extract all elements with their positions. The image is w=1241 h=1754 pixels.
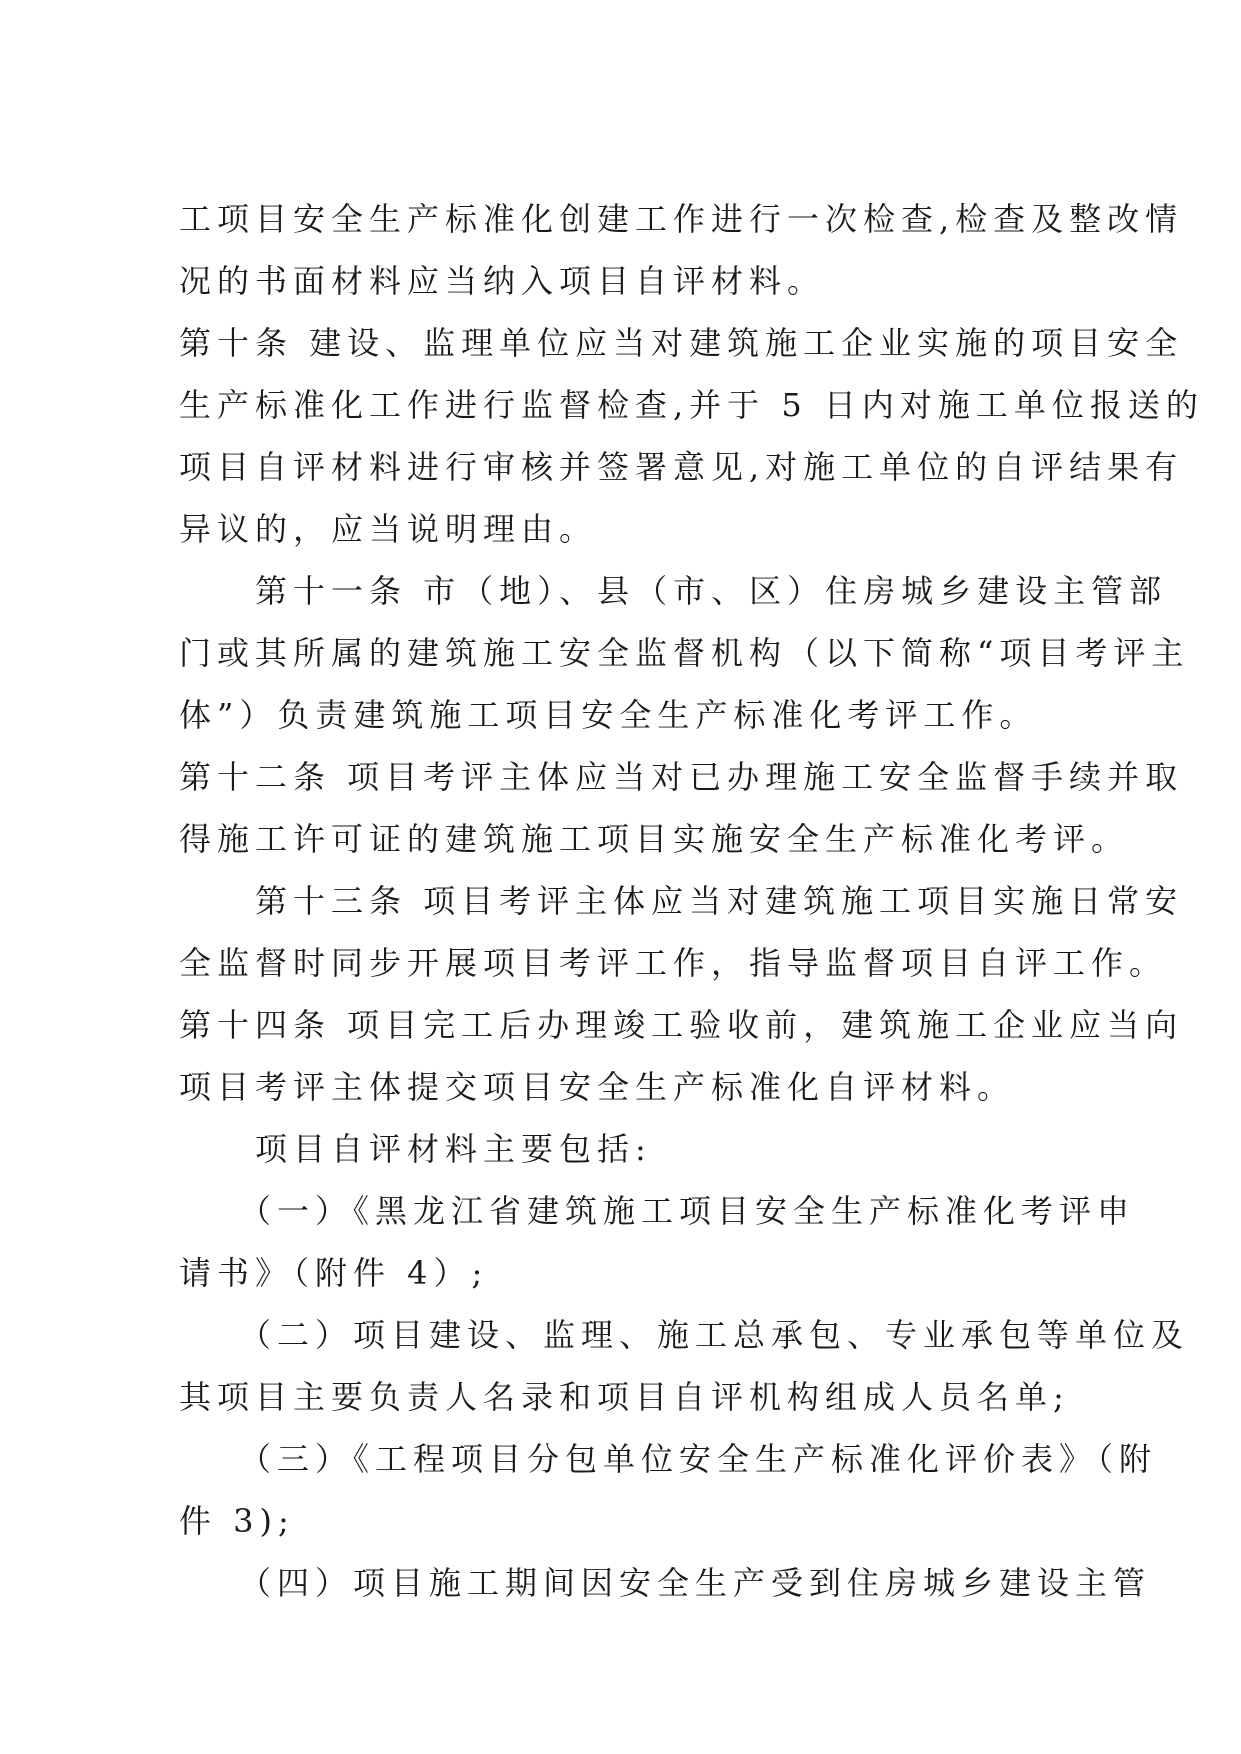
text-line: 异议的，应当说明理由。 [179, 510, 598, 548]
text-line: 项目自评材料进行审核并签署意见,对施工单位的自评结果有 [179, 448, 1184, 486]
text-line: 门或其所属的建筑施工安全监督机构（以下简称“项目考评主 [179, 634, 1190, 672]
text-line: （四）项目施工期间因安全生产受到住房城乡建设主管 [179, 1564, 1152, 1602]
text-line: 项目考评主体提交项目安全生产标准化自评材料。 [179, 1068, 1016, 1106]
text-line: （一）《黑龙江省建筑施工项目安全生产标准化考评申 [179, 1192, 1136, 1230]
text-line: 工项目安全生产标准化创建工作进行一次检查,检查及整改情 [179, 200, 1184, 238]
text-line: （二）项目建设、监理、施工总承包、专业承包等单位及 [179, 1316, 1190, 1354]
text-line: 全监督时同步开展项目考评工作，指导监督项目自评工作。 [179, 944, 1168, 982]
text-line: 体”）负责建筑施工项目安全生产标准化考评工作。 [179, 696, 1038, 734]
text-line: 第十二条 项目考评主体应当对已办理施工安全监督手续并取 [179, 758, 1184, 796]
text-line: 第十条 建设、监理单位应当对建筑施工企业实施的项目安全 [179, 324, 1184, 362]
text-line: （三）《工程项目分包单位安全生产标准化评价表》（附 [179, 1440, 1158, 1478]
text-line: 第十一条 市（地）、县（市、区）住房城乡建设主管部 [179, 572, 1168, 610]
text-line: 项目自评材料主要包括: [179, 1130, 652, 1168]
document-body [179, 188, 1204, 1614]
text-line: 件 3); [179, 1502, 295, 1540]
text-line: 第十三条 项目考评主体应当对建筑施工项目实施日常安 [179, 882, 1184, 920]
text-line: 生产标准化工作进行监督检查,并于 5 日内对施工单位报送的 [179, 386, 1204, 424]
text-line: 得施工许可证的建筑施工项目实施安全生产标准化考评。 [179, 820, 1130, 858]
text-line: 其项目主要负责人名录和项目自评机构组成人员名单; [179, 1378, 1070, 1416]
text-line: 第十四条 项目完工后办理竣工验收前，建筑施工企业应当向 [179, 1006, 1184, 1044]
text-line: 况的书面材料应当纳入项目自评材料。 [179, 262, 826, 300]
text-line: 请书》（附件 4）; [179, 1254, 489, 1292]
